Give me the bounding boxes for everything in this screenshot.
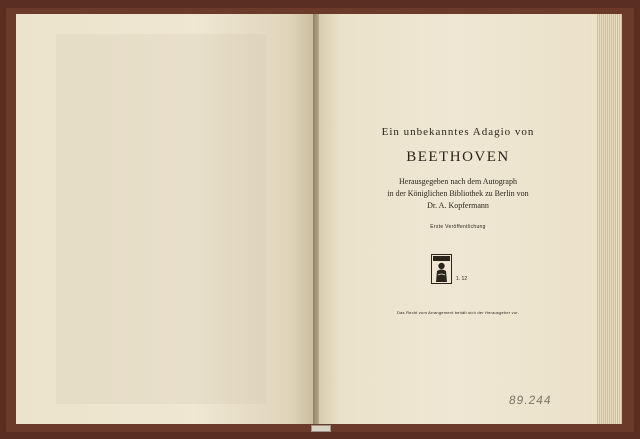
editor-line-3: Dr. A. Kopfermann [427,201,489,210]
publisher-emblem-icon [431,254,452,284]
page-edges [596,14,622,424]
editor-credit [319,176,597,212]
editor-line-1: Herausgegeben nach dem Autograph [399,177,517,186]
composer-name: BEETHOVEN [406,149,510,165]
left-page [16,14,313,424]
title-line: Ein unbekanntes Adagio von [381,126,535,138]
emblem-number: 1. 12 [456,276,468,282]
title-page [319,14,597,424]
bleed-through [56,34,266,404]
edition-note: Erste Veröffentlichung [430,224,486,230]
library-tab [311,425,331,432]
handwritten-shelfmark: 89.244 [508,393,553,407]
editor-line-2: in der Königlichen Bibliothek zu Berlin von [387,189,529,198]
rights-notice: Das Recht zum Arrangement behält sich der Herausgeber vor. [397,310,519,315]
